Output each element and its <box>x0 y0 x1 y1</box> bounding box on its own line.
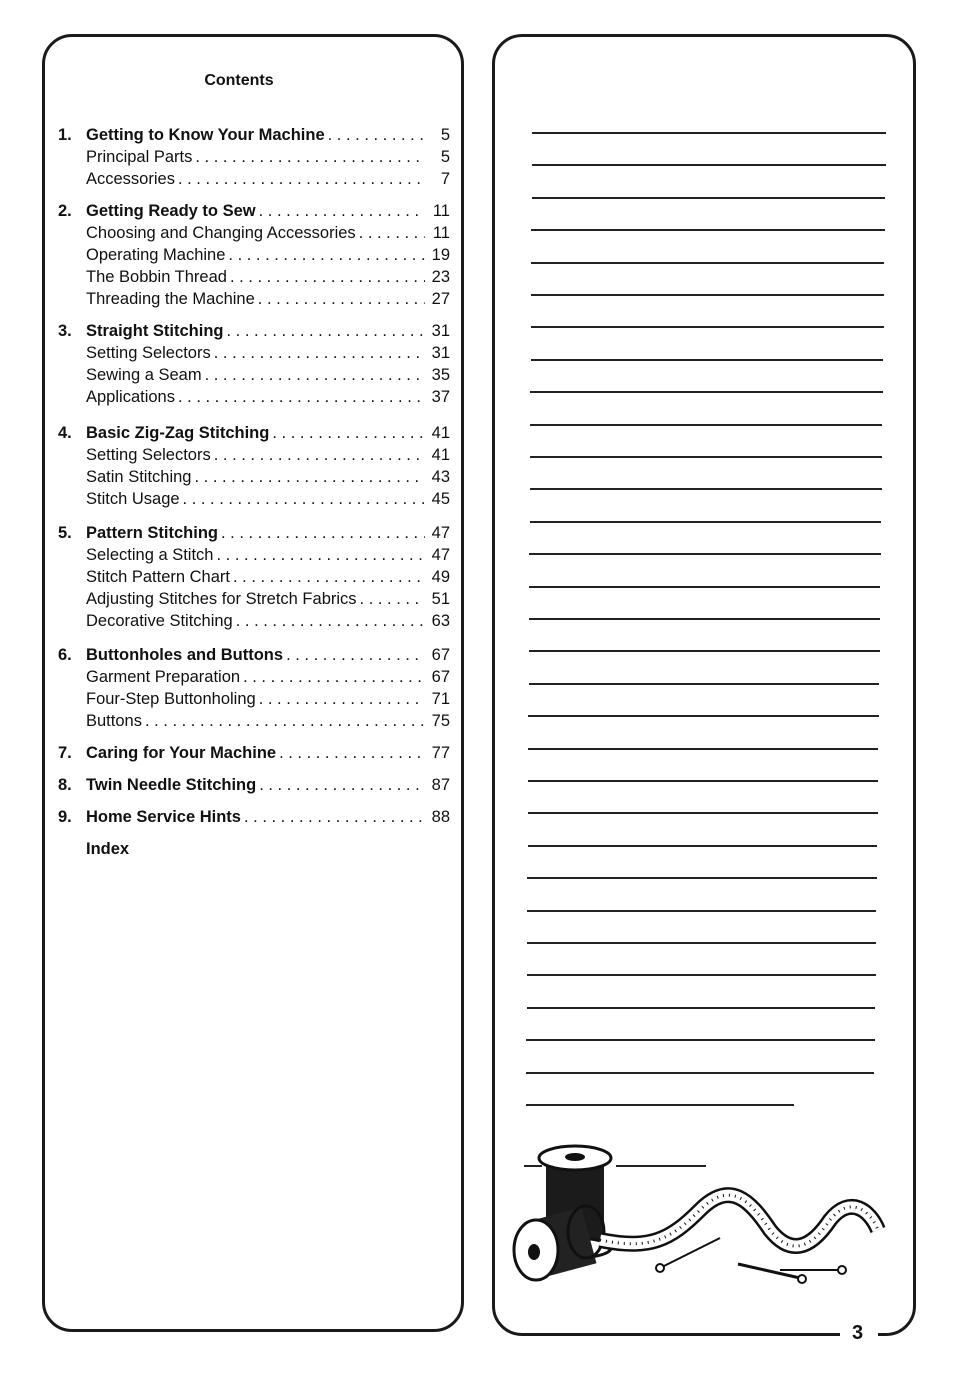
toc-page-number: 35 <box>431 366 450 384</box>
toc-page-number: 5 <box>440 126 450 144</box>
toc-chapter-entry <box>58 744 450 766</box>
toc-subentry <box>58 366 450 388</box>
toc-page-number: 19 <box>431 246 450 264</box>
toc-subentry <box>58 568 450 590</box>
toc-page-number: 7 <box>440 170 450 188</box>
ruled-line <box>529 618 880 620</box>
dot-leader <box>279 744 425 763</box>
toc-entry-label: Twin Needle Stitching <box>86 776 257 794</box>
ruled-line <box>530 391 882 393</box>
dot-leader <box>214 446 425 465</box>
ruled-line <box>531 359 884 361</box>
toc-entry-label: Applications <box>86 388 175 406</box>
toc-entry-label: Caring for Your Machine <box>86 744 277 762</box>
toc-page-number: 27 <box>431 290 450 308</box>
dot-leader <box>178 388 425 407</box>
toc-page-number: 63 <box>431 612 450 630</box>
toc-subentry <box>58 224 450 246</box>
toc-page-number: 67 <box>431 646 450 664</box>
toc-entry-label: The Bobbin Thread <box>86 268 227 286</box>
ruled-line <box>527 974 876 976</box>
toc-subentry <box>58 668 450 690</box>
toc-entry-label: Satin Stitching <box>86 468 192 486</box>
toc-chapter-entry <box>58 646 450 668</box>
ruled-line <box>530 521 882 523</box>
toc-page-number: 77 <box>431 744 450 762</box>
toc-subentry <box>58 388 450 410</box>
toc-subentry <box>58 612 450 634</box>
toc-page-number: 88 <box>431 808 450 826</box>
toc-entry-label: Garment Preparation <box>86 668 241 686</box>
ruled-line <box>527 877 876 879</box>
toc-page-number: 87 <box>431 776 450 794</box>
ruled-line <box>532 197 886 199</box>
dot-leader <box>194 468 425 487</box>
toc-subentry <box>58 712 450 734</box>
dot-leader <box>259 776 425 795</box>
ruled-line <box>530 488 882 490</box>
dot-leader <box>178 170 425 189</box>
toc-entry-label: Principal Parts <box>86 148 193 166</box>
toc-entry-label: Index <box>86 840 130 858</box>
toc-page-number: 37 <box>431 388 450 406</box>
toc-page-number: 41 <box>431 446 450 464</box>
ruled-line <box>526 1072 874 1074</box>
toc-page-number: 47 <box>431 524 450 542</box>
toc-chapter-entry <box>58 202 450 224</box>
toc-entry-label: Decorative Stitching <box>86 612 233 630</box>
dot-leader <box>286 646 425 665</box>
ruled-line <box>526 1039 874 1041</box>
toc-entry-label: Stitch Pattern Chart <box>86 568 230 586</box>
toc-page-number: 11 <box>432 224 450 242</box>
toc-page-number: 47 <box>431 546 450 564</box>
chapter-number: 1. <box>58 126 72 144</box>
ruled-line <box>532 132 886 134</box>
toc-page-number: 23 <box>431 268 450 286</box>
chapter-number: 9. <box>58 808 72 826</box>
toc-entry-label: Getting Ready to Sew <box>86 202 256 220</box>
ruled-line <box>527 910 876 912</box>
toc-chapter-entry <box>58 424 450 446</box>
toc-subentry <box>58 290 450 312</box>
toc-page-number: 5 <box>440 148 450 166</box>
chapter-number: 6. <box>58 646 72 664</box>
dot-leader <box>145 712 425 731</box>
toc-subentry <box>58 446 450 468</box>
page-title: Contents <box>204 72 274 89</box>
ruled-line <box>531 326 884 328</box>
toc-entry-label: Accessories <box>86 170 175 188</box>
toc-entry-label: Buttons <box>86 712 142 730</box>
ruled-line <box>526 1104 794 1106</box>
dot-leader <box>205 366 425 385</box>
toc-subentry <box>58 690 450 712</box>
toc-entry-label: Getting to Know Your Machine <box>86 126 325 144</box>
ruled-line <box>528 780 878 782</box>
toc-page-number: 75 <box>431 712 450 730</box>
toc-subentry <box>58 490 450 512</box>
dot-leader <box>183 490 425 509</box>
toc-entry-label: Operating Machine <box>86 246 226 264</box>
dot-leader <box>228 246 425 265</box>
ruled-line <box>528 812 878 814</box>
ruled-line <box>528 748 878 750</box>
spool-and-tape-measure-illustration <box>500 1140 900 1300</box>
chapter-number: 2. <box>58 202 72 220</box>
chapter-number: 5. <box>58 524 72 542</box>
toc-subentry <box>58 344 450 366</box>
ruled-line <box>528 715 878 717</box>
toc-chapter-entry <box>58 524 450 546</box>
dot-leader <box>221 524 425 543</box>
ruled-line <box>530 424 882 426</box>
toc-page-number: 11 <box>432 202 450 220</box>
dot-leader <box>359 224 425 243</box>
dot-leader <box>236 612 425 631</box>
toc-subentry <box>58 148 450 170</box>
toc-entry-label: Basic Zig-Zag Stitching <box>86 424 270 442</box>
chapter-number: 8. <box>58 776 72 794</box>
toc-entry-label: Selecting a Stitch <box>86 546 214 564</box>
toc-entry-label: Buttonholes and Buttons <box>86 646 284 664</box>
toc-chapter-entry <box>58 776 450 798</box>
toc-subentry <box>58 170 450 192</box>
dot-leader <box>259 202 425 221</box>
toc-page-number: 41 <box>431 424 450 442</box>
toc-page-number: 43 <box>431 468 450 486</box>
toc-index-entry <box>58 840 450 862</box>
dot-leader <box>328 126 425 145</box>
toc-page-number: 31 <box>431 322 450 340</box>
toc-entry-label: Pattern Stitching <box>86 524 219 542</box>
toc-entry-label: Setting Selectors <box>86 344 211 362</box>
ruled-line <box>528 845 878 847</box>
dot-leader <box>233 568 425 587</box>
toc-entry-label: Home Service Hints <box>86 808 241 826</box>
toc-subentry <box>58 546 450 568</box>
toc-subentry <box>58 246 450 268</box>
toc-page-number: 49 <box>431 568 450 586</box>
chapter-number: 4. <box>58 424 72 442</box>
ruled-line <box>531 229 884 231</box>
dot-leader <box>258 290 425 309</box>
dot-leader <box>214 344 425 363</box>
ruled-line <box>529 650 880 652</box>
dot-leader <box>244 808 425 827</box>
toc-page-number: 51 <box>431 590 450 608</box>
ruled-line <box>529 586 880 588</box>
toc-entry-label: Stitch Usage <box>86 490 180 508</box>
toc-page-number: 45 <box>431 490 450 508</box>
ruled-line <box>529 683 880 685</box>
chapter-number: 7. <box>58 744 72 762</box>
toc-subentry <box>58 268 450 290</box>
dot-leader <box>272 424 425 443</box>
ruled-line <box>532 164 886 166</box>
toc-chapter-entry <box>58 808 450 830</box>
toc-page-number: 71 <box>431 690 450 708</box>
dot-leader <box>230 268 425 287</box>
dot-leader <box>243 668 425 687</box>
ruled-line <box>527 942 876 944</box>
toc-entry-label: Four-Step Buttonholing <box>86 690 256 708</box>
chapter-number: 3. <box>58 322 72 340</box>
toc-chapter-entry <box>58 126 450 148</box>
ruled-line <box>529 553 880 555</box>
toc-subentry <box>58 590 450 612</box>
dot-leader <box>217 546 426 565</box>
toc-entry-label: Choosing and Changing Accessories <box>86 224 356 242</box>
toc-chapter-entry <box>58 322 450 344</box>
ruled-line <box>530 456 882 458</box>
toc-page-number: 67 <box>431 668 450 686</box>
ruled-line <box>531 294 884 296</box>
toc-entry-label: Threading the Machine <box>86 290 255 308</box>
page-number: 3 <box>846 1322 869 1345</box>
toc-subentry <box>58 468 450 490</box>
toc-entry-label: Sewing a Seam <box>86 366 202 384</box>
toc-page-number: 31 <box>431 344 450 362</box>
ruled-line <box>531 262 884 264</box>
dot-leader <box>259 690 425 709</box>
toc-entry-label: Adjusting Stitches for Stretch Fabrics <box>86 590 357 608</box>
dot-leader <box>195 148 425 167</box>
toc-entry-label: Straight Stitching <box>86 322 224 340</box>
dot-leader <box>227 322 426 341</box>
ruled-line <box>527 1007 876 1009</box>
dot-leader <box>360 590 425 609</box>
toc-entry-label: Setting Selectors <box>86 446 211 464</box>
